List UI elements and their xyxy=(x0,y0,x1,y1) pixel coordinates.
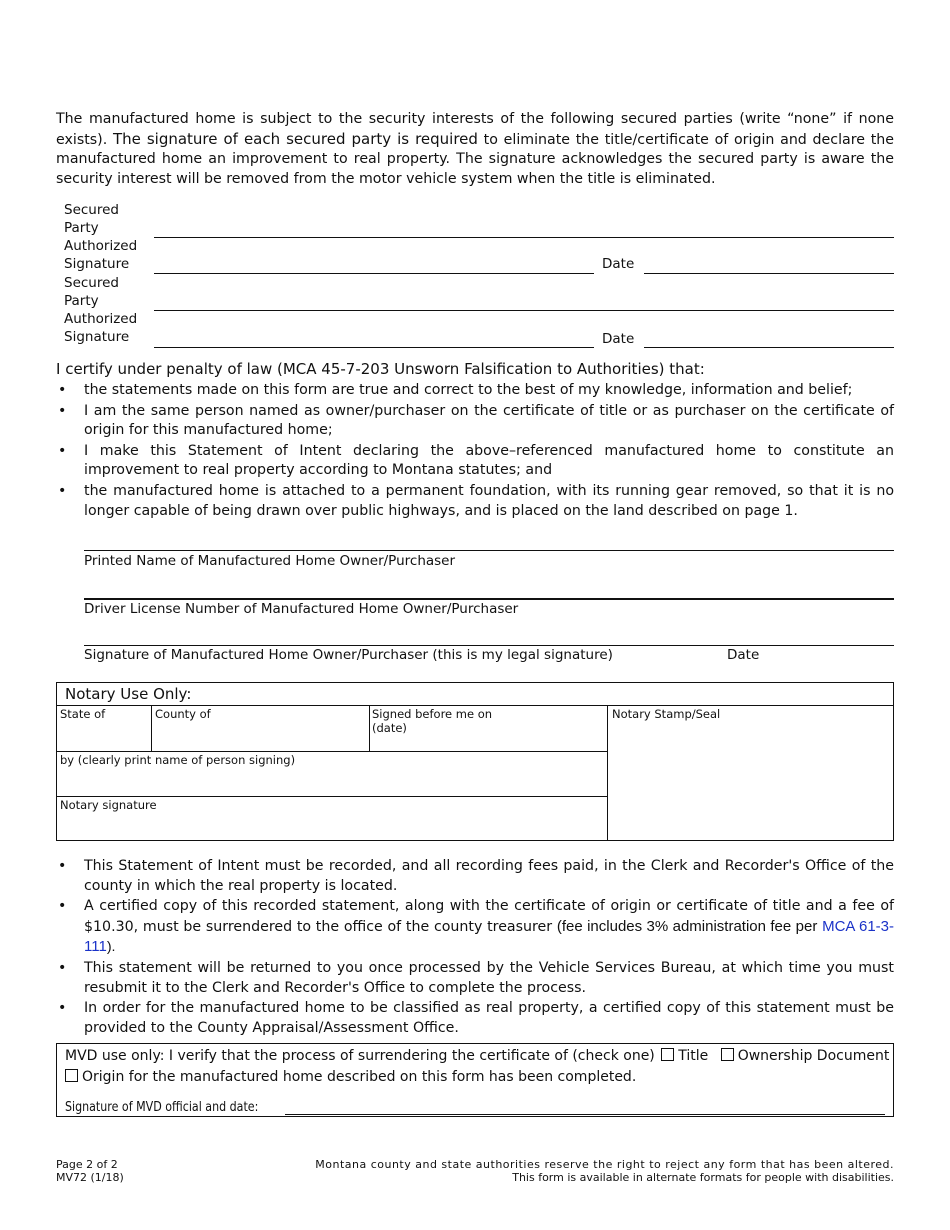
notary-divider xyxy=(607,705,608,841)
list-item: • the statements made on this form are true and correct to the best of my knowledge, information and belief; xyxy=(56,381,894,401)
list-item: • This statement will be returned to you once processed by the Vehicle Services Bureau, at which time you must resubmit it to the Clerk and Recorder's Office to complete the process. xyxy=(56,959,894,998)
secured-party-2-date-label: Date xyxy=(602,331,635,347)
label-line: Party xyxy=(64,220,99,236)
notary-state-field[interactable] xyxy=(57,705,151,751)
notary-stamp-label: Notary Stamp/Seal xyxy=(612,707,721,721)
notary-date-field[interactable] xyxy=(370,705,607,751)
certify-bullets xyxy=(56,381,894,522)
intro-required-text: The signature of each secured party is required xyxy=(112,129,478,148)
label-line: Authorized xyxy=(64,311,138,327)
notary-signature-label: Notary signature xyxy=(60,798,157,812)
origin-option-label: Origin for the manufactured home described on this form has been completed. xyxy=(82,1069,637,1085)
label-line: Party xyxy=(64,293,99,309)
notary-county-label: County of xyxy=(155,707,211,721)
driver-license-label: Driver License Number of Manufactured Home Owner/Purchaser xyxy=(84,601,519,617)
secured-party-1-date-line[interactable] xyxy=(644,273,894,274)
label-line: Signature xyxy=(64,329,130,345)
notary-state-label: State of xyxy=(60,707,106,721)
instruction-bullets xyxy=(56,857,894,1039)
instruction-fee-note: (fee includes 3% administration fee per xyxy=(556,917,818,935)
mca-link[interactable]: MCA 61-3-111 xyxy=(84,917,895,956)
notary-print-name-field[interactable] xyxy=(57,752,607,796)
mvd-line-1 xyxy=(65,1047,889,1065)
label-line: Secured xyxy=(64,202,119,218)
title-option-label: Title xyxy=(678,1048,709,1064)
notary-signed-line2: (date) xyxy=(372,721,407,735)
notary-by-label: by (clearly print name of person signing) xyxy=(60,753,296,767)
notary-box xyxy=(56,682,894,841)
instruction-fee-end: ). xyxy=(106,939,116,956)
list-item: • I am the same person named as owner/purchaser on the certificate of title or as purchaser on the certificate of origin for this manufactured home; xyxy=(56,402,894,441)
label-line: Signature xyxy=(64,256,130,272)
label-line: Secured xyxy=(64,275,119,291)
list-item: • the manufactured home is attached to a permanent foundation, with its running gear removed, so that it is no longer capable of being drawn over public highways, and is placed on the land described on page 1. xyxy=(56,482,894,521)
intro-paragraph xyxy=(56,110,894,189)
page-number: Page 2 of 2 xyxy=(56,1158,118,1171)
printed-name-label: Printed Name of Manufactured Home Owner/Purchaser xyxy=(84,553,456,569)
intro-text-2: to eliminate the title/certificate of origin and declare the manufactured home an improvement to real property. The signature acknowledges the secured party is aware the security interest will be removed from the motor vehicle system when the title is eliminated. xyxy=(56,131,894,187)
footer-notice-1: Montana county and state authorities reserve the right to reject any form that has been altered. xyxy=(315,1158,894,1171)
secured-party-2-date-line[interactable] xyxy=(644,347,894,348)
mvd-verify-text: MVD use only: I verify that the process of surrendering the certificate of (check one) xyxy=(65,1048,655,1064)
notary-signed-line1: Signed before me on xyxy=(372,707,493,721)
owner-date-label: Date xyxy=(727,647,760,663)
secured-party-1-name-line[interactable] xyxy=(154,237,894,238)
owner-signature-label: Signature of Manufactured Home Owner/Purchaser (this is my legal signature) xyxy=(84,647,613,663)
secured-party-label-2 xyxy=(64,274,137,346)
form-number: MV72 (1/18) xyxy=(56,1171,124,1184)
label-line: Authorized xyxy=(64,238,138,254)
title-checkbox[interactable] xyxy=(661,1048,674,1061)
secured-party-label-1 xyxy=(64,201,137,273)
secured-party-2-name-line[interactable] xyxy=(154,310,894,311)
mvd-line-2 xyxy=(65,1068,636,1086)
mvd-signature-line[interactable] xyxy=(285,1114,885,1115)
secured-party-1-signature-line[interactable] xyxy=(154,273,594,274)
list-item: • In order for the manufactured home to be classified as real property, a certified copy of this statement must be provided to the County Appraisal/Assessment Office. xyxy=(56,999,894,1038)
printed-name-line[interactable] xyxy=(84,550,894,551)
list-item: • I make this Statement of Intent declaring the above–referenced manufactured home to constitute an improvement to real property according to Montana statutes; and xyxy=(56,442,894,481)
footer-left xyxy=(56,1158,124,1184)
notary-county-field[interactable] xyxy=(152,705,369,751)
secured-party-1-date-label: Date xyxy=(602,256,635,272)
instruction-fee-text: A certified copy of this recorded statement, along with the certificate of origin or certificate of title and a fee of $10.30, must be surrendered to the office of the county treasurer xyxy=(84,898,894,935)
footer-right xyxy=(315,1158,894,1184)
origin-checkbox[interactable] xyxy=(65,1069,78,1082)
list-item xyxy=(56,897,894,958)
secured-party-2-signature-line[interactable] xyxy=(154,347,594,348)
intro-text-1: The manufactured home is subject to the security interests of the following secured parties (write “none” if none exists). xyxy=(56,111,894,148)
notary-signature-field[interactable] xyxy=(57,797,607,840)
ownership-checkbox[interactable] xyxy=(721,1048,734,1061)
notary-title: Notary Use Only: xyxy=(65,685,192,703)
list-item: • This Statement of Intent must be recorded, and all recording fees paid, in the Clerk and Recorder's Office of the county in which the real property is located. xyxy=(56,857,894,896)
ownership-option-label: Ownership Document xyxy=(737,1048,890,1064)
mvd-signature-label: Signature of MVD official and date: xyxy=(65,1099,259,1115)
footer-notice-2: This form is available in alternate formats for people with disabilities. xyxy=(512,1171,894,1184)
mvd-box xyxy=(56,1043,894,1117)
certify-heading: I certify under penalty of law (MCA 45-7-203 Unsworn Falsification to Authorities) that: xyxy=(56,360,705,378)
